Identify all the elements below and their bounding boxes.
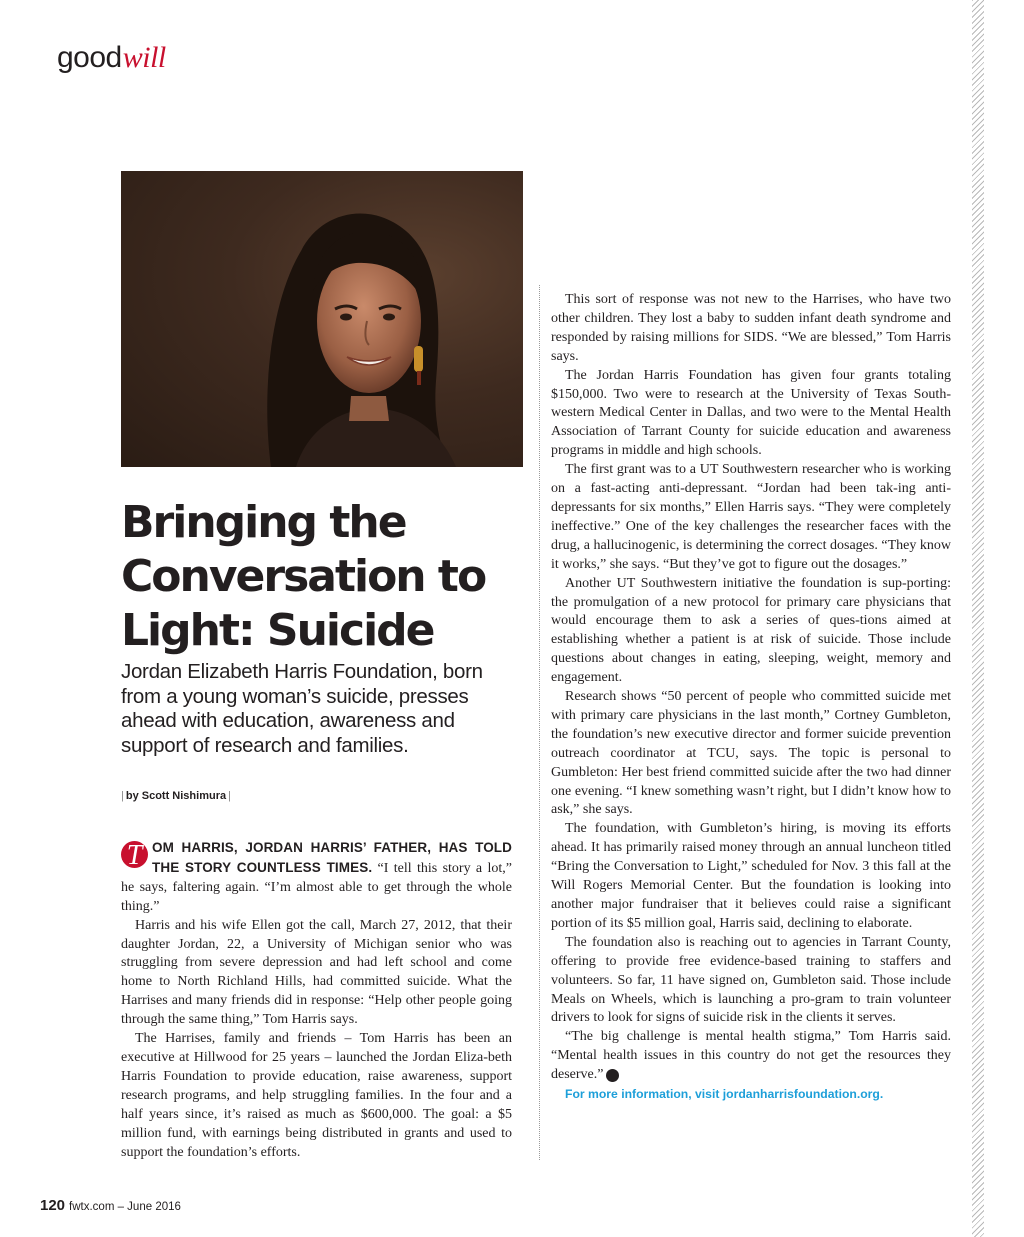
paragraph: Another UT Southwestern initiative the foundation is sup-porting: the promulgation of a new protocol for primary care physicians that would encourage them to ask a series of ques-tions aimed at establishing whether a patient is at risk of suicide. Those include questions about changes in eating, sleeping, weight, memory and engagement. <box>551 575 951 686</box>
end-mark-icon: fw <box>606 1069 619 1082</box>
paragraph: Harris and his wife Ellen got the call, March 27, 2012, that their daughter Jordan, 22, a University of Michigan senior who was struggling from severe depression and had left school and come home to North Richland Hills, had committed suicide. What the Harrises and many friends did in response: “Help other people going through the same thing,” Tom Harris says. <box>121 917 512 1028</box>
section-label <box>57 43 166 73</box>
column-right <box>551 291 951 1104</box>
more-info-link[interactable]: For more information, visit jordanharrisfoundation.org. <box>565 1087 884 1102</box>
paragraph: The first grant was to a UT Southwestern researcher who is working on a fast-acting anti-depressant. “Jordan had been tak-ing anti-depressants for six months,” Ellen Harris says. “They were completely ineffective.” One of the key challenges the researcher faces with the drug, a hallucinogenic, is determining the correct dosages. “They know it works,” she says. “But they’ve got to figure out the dosages.” <box>551 462 951 572</box>
headline: Bringing the Conversation to Light: Suicide <box>121 497 486 656</box>
page-number: 120 <box>40 1197 66 1214</box>
dropcap: T <box>121 841 148 868</box>
paragraph-opening <box>121 839 512 917</box>
paragraph-text: “I tell this story a lot,” he says, faltering again. “I’m almost able to get through the whole thing.” <box>121 860 512 914</box>
byline-author: by Scott Nishimura <box>125 790 227 802</box>
column-divider <box>539 285 540 1160</box>
page-footer <box>40 1197 181 1215</box>
paragraph: The foundation, with Gumbleton’s hiring, is moving its efforts ahead. It has primarily raised money through an annual luncheon titled “Bring the Conversation to Light,” scheduled for Nov. 3 this fall at the Will Rogers Memorial Center. But the foundation is looking into another major fundraiser that it believes could raise a significant portion of its $5 million goal, Harris said, declining to elaborate. <box>551 821 951 931</box>
deck: Jordan Elizabeth Harris Foundation, born from a young woman’s suicide, presses ahead with education, awareness and support of research and families. <box>121 660 483 757</box>
paragraph: The Jordan Harris Foundation has given four grants totaling $150,000. Two were to research at the University of Texas South-western Medical Center in Dallas, and two were to the Mental Health Association of Tarrant County for suicide education and awareness programs in middle and high schools. <box>551 367 951 459</box>
column-left <box>121 839 512 1162</box>
section-label-will: will <box>122 41 166 74</box>
paragraph: The Harrises, family and friends – Tom Harris has been an executive at Hillwood for 25 years – launched the Jordan Eliza-beth Harris Foundation to provide education, raise awareness, support research programs, and help struggling families. In the four and a half years since, it’s raised as much as $600,000. The goal: a $5 million fund, with earnings being distributed in grants and used to support the foundation’s efforts. <box>121 1031 512 1160</box>
portrait-illustration <box>121 171 523 467</box>
section-label-good: good <box>57 41 122 74</box>
footer-source: fwtx.com – June 2016 <box>69 1201 181 1213</box>
paragraph-text: “The big challenge is mental health stigma,” Tom Harris said. “Mental health issues in this country do not get the resources they deserve.” <box>551 1029 951 1083</box>
paragraph: This sort of response was not new to the Harrises, who have two other children. They lost a baby to sudden infant death syndrome and responded by raising millions for SIDS. “We are blessed,” Tom Harris says. <box>551 292 951 364</box>
paragraph: Research shows “50 percent of people who committed suicide met with primary care physicians in the last month,” Cortney Gumbleton, the foundation’s new executive director and former suicide prevention outreach coordinator at TCU, says. The topic is personal to Gumbleton: Her best friend committed suicide after the two had dinner one evening. “I knew something wasn’t right, but I didn’t know how to ask,” she says. <box>551 689 951 818</box>
byline-pipe-right: | <box>228 790 231 802</box>
page-edge-pattern <box>972 0 984 1237</box>
lead-in: OM HARRIS, JORDAN HARRIS’ FATHER, HAS TOLD THE STORY COUNTLESS TIMES. <box>152 840 512 875</box>
paragraph: The foundation also is reaching out to agencies in Tarrant County, offering to provide free evidence-based training to staffers and volunteers. So far, 11 have signed on, Gumbleton said. Those include Meals on Wheels, which is launching a pro-gram to train volunteer drivers to look for signs of suicide risk in the clients it serves. <box>551 934 951 1026</box>
portrait-photo <box>121 171 523 467</box>
paragraph-closing <box>551 1028 951 1085</box>
byline <box>121 790 231 802</box>
byline-pipe-left: | <box>121 790 124 802</box>
